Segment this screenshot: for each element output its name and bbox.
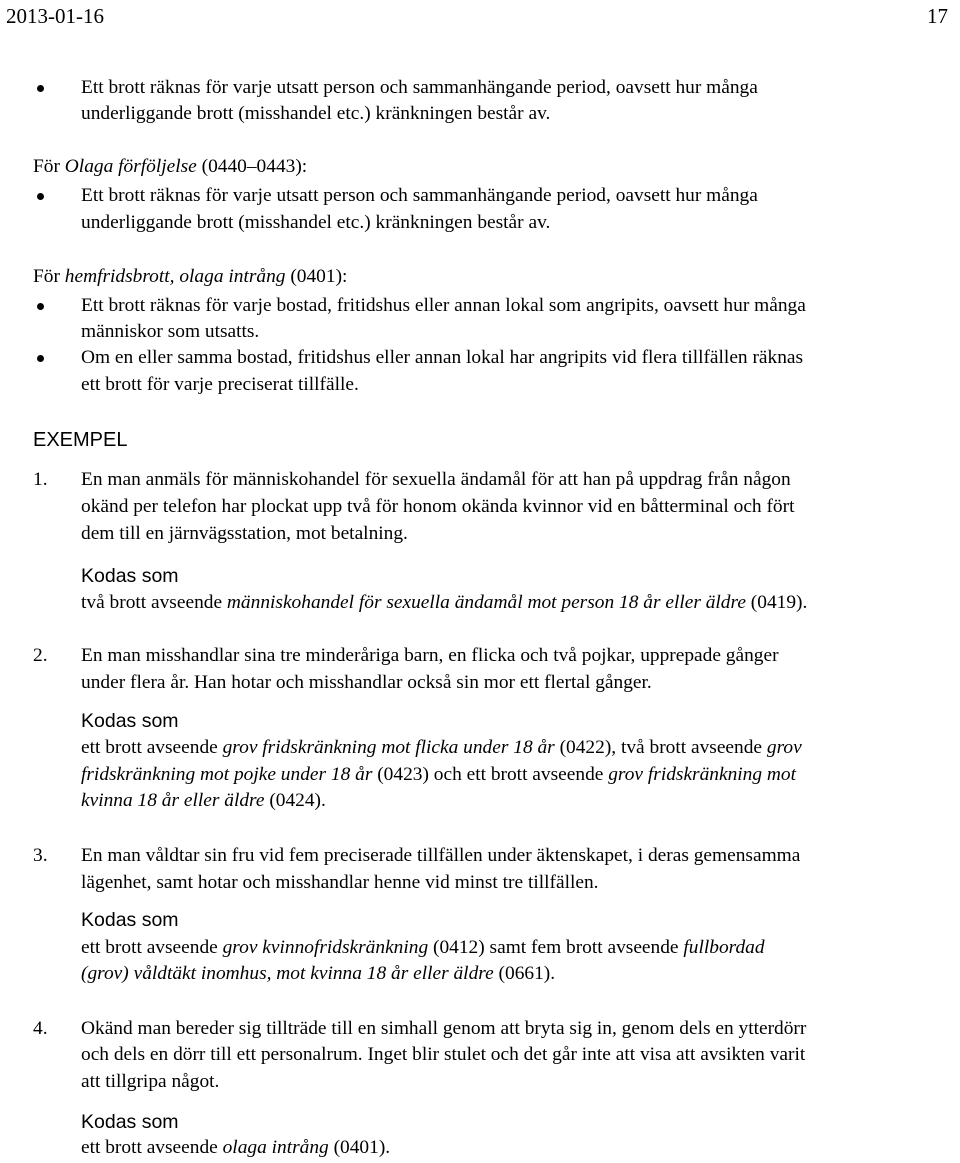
bullet-icon — [37, 193, 44, 200]
block3-bullet1-line1: Ett brott räknas för varje bostad, fritidshus eller annan lokal som angripits, oavsett hur många — [81, 295, 806, 316]
example1-line3: dem till en järnvägsstation, mot betalning. — [81, 523, 408, 544]
block3-heading: För hemfridsbrott, olaga intrång (0401): — [33, 266, 348, 287]
example1-line1: En man anmäls för människohandel för sexuella ändamål för att han på uppdrag från någon — [81, 469, 791, 490]
header-date: 2013-01-16 — [6, 4, 104, 28]
example1-line2: okänd per telefon har plockat upp två för honom okända kvinnor vid en båtterminal och fört — [81, 496, 795, 517]
example4-line3: att tillgripa något. — [81, 1071, 220, 1092]
example3-number: 3. — [33, 845, 48, 866]
example4-line1: Okänd man bereder sig tillträde till en simhall genom att bryta sig in, genom dels en ytterdörr — [81, 1018, 807, 1039]
example2-code-line1: ett brott avseende grov fridskränkning mot flicka under 18 år (0422), två brott avseende grov — [81, 737, 802, 758]
example3-code-line2: (grov) våldtäkt inomhus, mot kvinna 18 år eller äldre (0661). — [81, 963, 556, 984]
example2-number: 2. — [33, 645, 48, 666]
block3-bullet2-line1: Om en eller samma bostad, fritidshus eller annan lokal har angripits vid flera tillfällen räknas — [81, 347, 804, 368]
example2-kodas-label: Kodas som — [81, 710, 179, 732]
example3-line1: En man våldtar sin fru vid fem preciserade tillfällen under äktenskapet, i deras gemensamma — [81, 845, 801, 866]
block2-heading: För Olaga förföljelse (0440–0443): — [33, 156, 308, 177]
example3-kodas-label: Kodas som — [81, 909, 179, 931]
example3-code-line1: ett brott avseende grov kvinnofridskränkning (0412) samt fem brott avseende fullbordad — [81, 937, 765, 958]
bullet-icon — [37, 355, 44, 362]
page-number: 17 — [927, 4, 948, 28]
example2-line1: En man misshandlar sina tre minderåriga barn, en flicka och två pojkar, upprepade gånger — [81, 645, 779, 666]
bullet-icon — [37, 303, 44, 310]
block1-bullet1-line1: Ett brott räknas för varje utsatt person och sammanhängande period, oavsett hur många — [81, 77, 758, 98]
example1-number: 1. — [33, 469, 48, 490]
block3-bullet2-line2: ett brott för varje preciserat tillfälle. — [81, 374, 359, 395]
example4-code-line: ett brott avseende olaga intrång (0401). — [81, 1137, 391, 1158]
example2-code-line2: fridskränkning mot pojke under 18 år (0423) och ett brott avseende grov fridskränkning mot — [81, 764, 797, 785]
block2-bullet1-line1: Ett brott räknas för varje utsatt person och sammanhängande period, oavsett hur många — [81, 185, 758, 206]
block1-bullet1-line2: underliggande brott (misshandel etc.) kränkningen består av. — [81, 103, 551, 124]
example1-kodas-label: Kodas som — [81, 565, 179, 587]
bullet-icon — [37, 85, 44, 92]
block3-bullet1-line2: människor som utsatts. — [81, 321, 260, 342]
example2-code-line3: kvinna 18 år eller äldre (0424). — [81, 790, 326, 811]
example2-line2: under flera år. Han hotar och misshandlar också sin mor ett flertal gånger. — [81, 672, 652, 693]
example4-number: 4. — [33, 1018, 48, 1039]
examples-heading: EXEMPEL — [33, 429, 128, 451]
example4-line2: och dels en dörr till ett personalrum. Inget blir stulet och det går inte att visa att avsikten varit — [81, 1044, 806, 1065]
example4-kodas-label: Kodas som — [81, 1111, 179, 1133]
block2-bullet1-line2: underliggande brott (misshandel etc.) kränkningen består av. — [81, 212, 551, 233]
example3-line2: lägenhet, samt hotar och misshandlar henne vid minst tre tillfällen. — [81, 872, 599, 893]
example1-code-line: två brott avseende människohandel för sexuella ändamål mot person 18 år eller äldre (0419). — [81, 592, 808, 613]
